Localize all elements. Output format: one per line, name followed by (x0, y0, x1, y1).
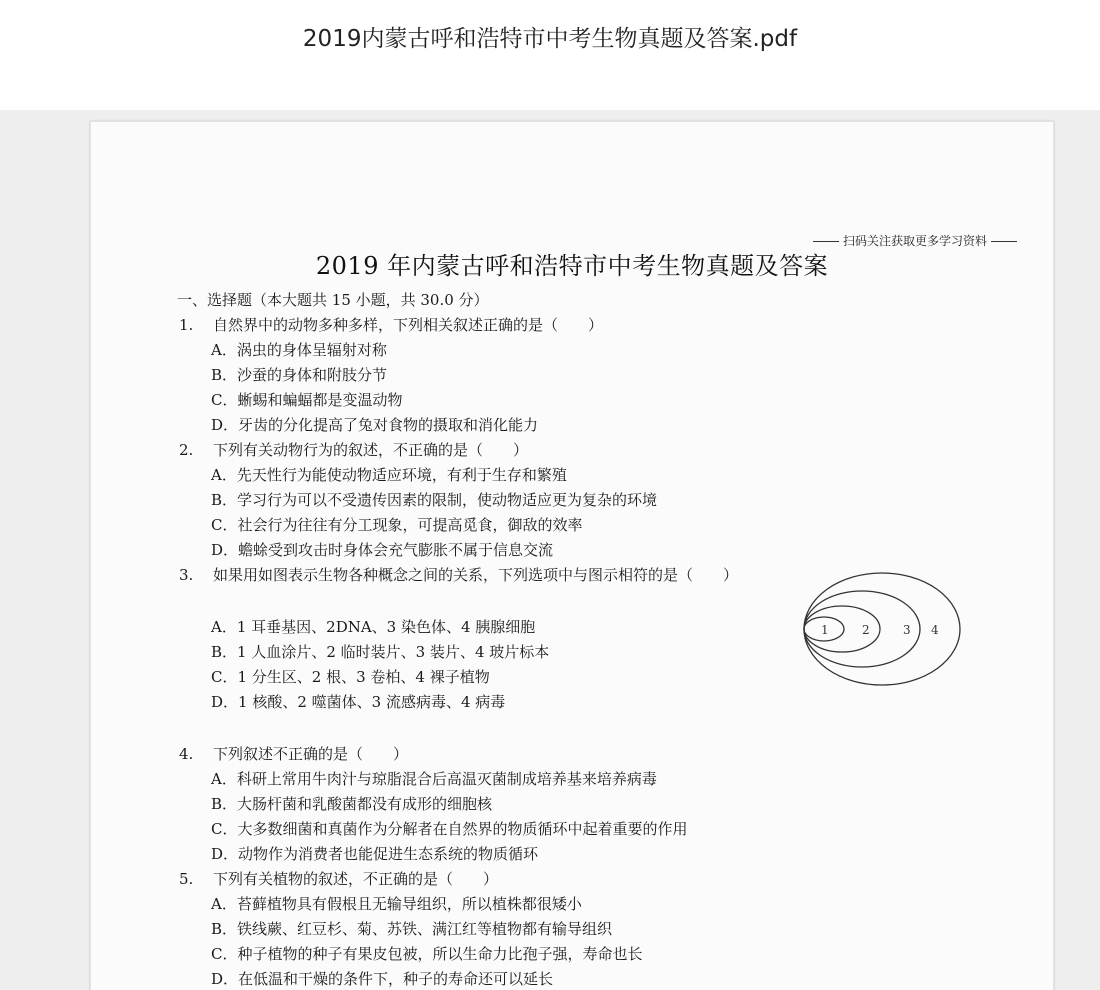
question-text: 自然界中的动物多种多样，下列相关叙述正确的是（ ） (213, 316, 604, 334)
question-text: 如果用如图表示生物各种概念之间的关系，下列选项中与图示相符的是（ ） (213, 566, 739, 584)
document-heading: 2019 年内蒙古呼和浩特市中考生物真题及答案 (315, 252, 829, 280)
question-number: 5. (179, 870, 194, 888)
question-stem (179, 869, 498, 889)
question-text: 下列有关植物的叙述，不正确的是（ ） (213, 870, 499, 888)
question-text: 下列叙述不正确的是（ ） (213, 745, 409, 763)
diagram-label-4: 4 (931, 623, 939, 637)
answer-option: D．动物作为消费者也能促进生态系统的物质循环 (211, 845, 539, 863)
question-stem (179, 744, 408, 764)
answer-option: D．在低温和干燥的条件下，种子的寿命还可以延长 (211, 970, 554, 988)
answer-option: C．蜥蜴和蝙蝠都是变温动物 (211, 391, 403, 409)
answer-option: C．社会行为往往有分工现象，可提高觅食，御敌的效率 (211, 516, 583, 534)
section-title: 一、选择题（本大题共 15 小题，共 30.0 分） (177, 291, 489, 309)
answer-option: D．1 核酸、2 噬菌体、3 流感病毒、4 病毒 (211, 693, 506, 711)
document-body (91, 122, 1053, 990)
question-text: 下列有关动物行为的叙述，不正确的是（ ） (213, 441, 529, 459)
question-number: 3. (179, 566, 194, 584)
answer-option: C．大多数细菌和真菌作为分解者在自然界的物质循环中起着重要的作用 (211, 820, 688, 838)
concept-diagram (799, 568, 965, 692)
answer-option: A．1 耳垂基因、2DNA、3 染色体、4 胰腺细胞 (211, 618, 536, 636)
question-stem (179, 440, 528, 460)
question-number: 1. (179, 316, 194, 334)
answer-option: B．学习行为可以不受遗传因素的限制，使动物适应更为复杂的环境 (211, 491, 658, 509)
answer-option: B．1 人血涂片、2 临时装片、3 装片、4 玻片标本 (211, 643, 550, 661)
answer-option: A．苔藓植物具有假根且无输导组织，所以植株都很矮小 (211, 895, 582, 913)
answer-option: B．大肠杆菌和乳酸菌都没有成形的细胞核 (211, 795, 493, 813)
pdf-page (90, 121, 1054, 990)
diagram-label-2: 2 (862, 623, 870, 637)
answer-option: B．沙蚕的身体和附肢分节 (211, 366, 388, 384)
question-stem (179, 565, 738, 585)
question-stem (179, 315, 603, 335)
answer-option: A．先天性行为能使动物适应环境，有利于生存和繁殖 (211, 466, 567, 484)
diagram-label-1: 1 (821, 623, 829, 637)
answer-option: A．涡虫的身体呈辐射对称 (211, 341, 387, 359)
file-title: 2019内蒙古呼和浩特市中考生物真题及答案.pdf (302, 26, 798, 52)
qr-note-text: 扫码关注获取更多学习资料 (843, 234, 988, 248)
answer-option: C．种子植物的种子有果皮包被，所以生命力比孢子强，寿命也长 (211, 945, 643, 963)
question-number: 4. (179, 745, 194, 763)
answer-option: C．1 分生区、2 根、3 卷柏、4 裸子植物 (211, 668, 490, 686)
answer-option: A．科研上常用牛肉汁与琼脂混合后高温灭菌制成培养基来培养病毒 (211, 770, 657, 788)
answer-option: B．铁线蕨、红豆杉、菊、苏铁、满江红等植物都有输导组织 (211, 920, 613, 938)
answer-option: D．牙齿的分化提高了兔对食物的摄取和消化能力 (211, 416, 539, 434)
answer-option: D．蟾蜍受到攻击时身体会充气膨胀不属于信息交流 (211, 541, 554, 559)
diagram-label-3: 3 (903, 623, 911, 637)
title-bar (0, 0, 1100, 110)
question-number: 2. (179, 441, 194, 459)
